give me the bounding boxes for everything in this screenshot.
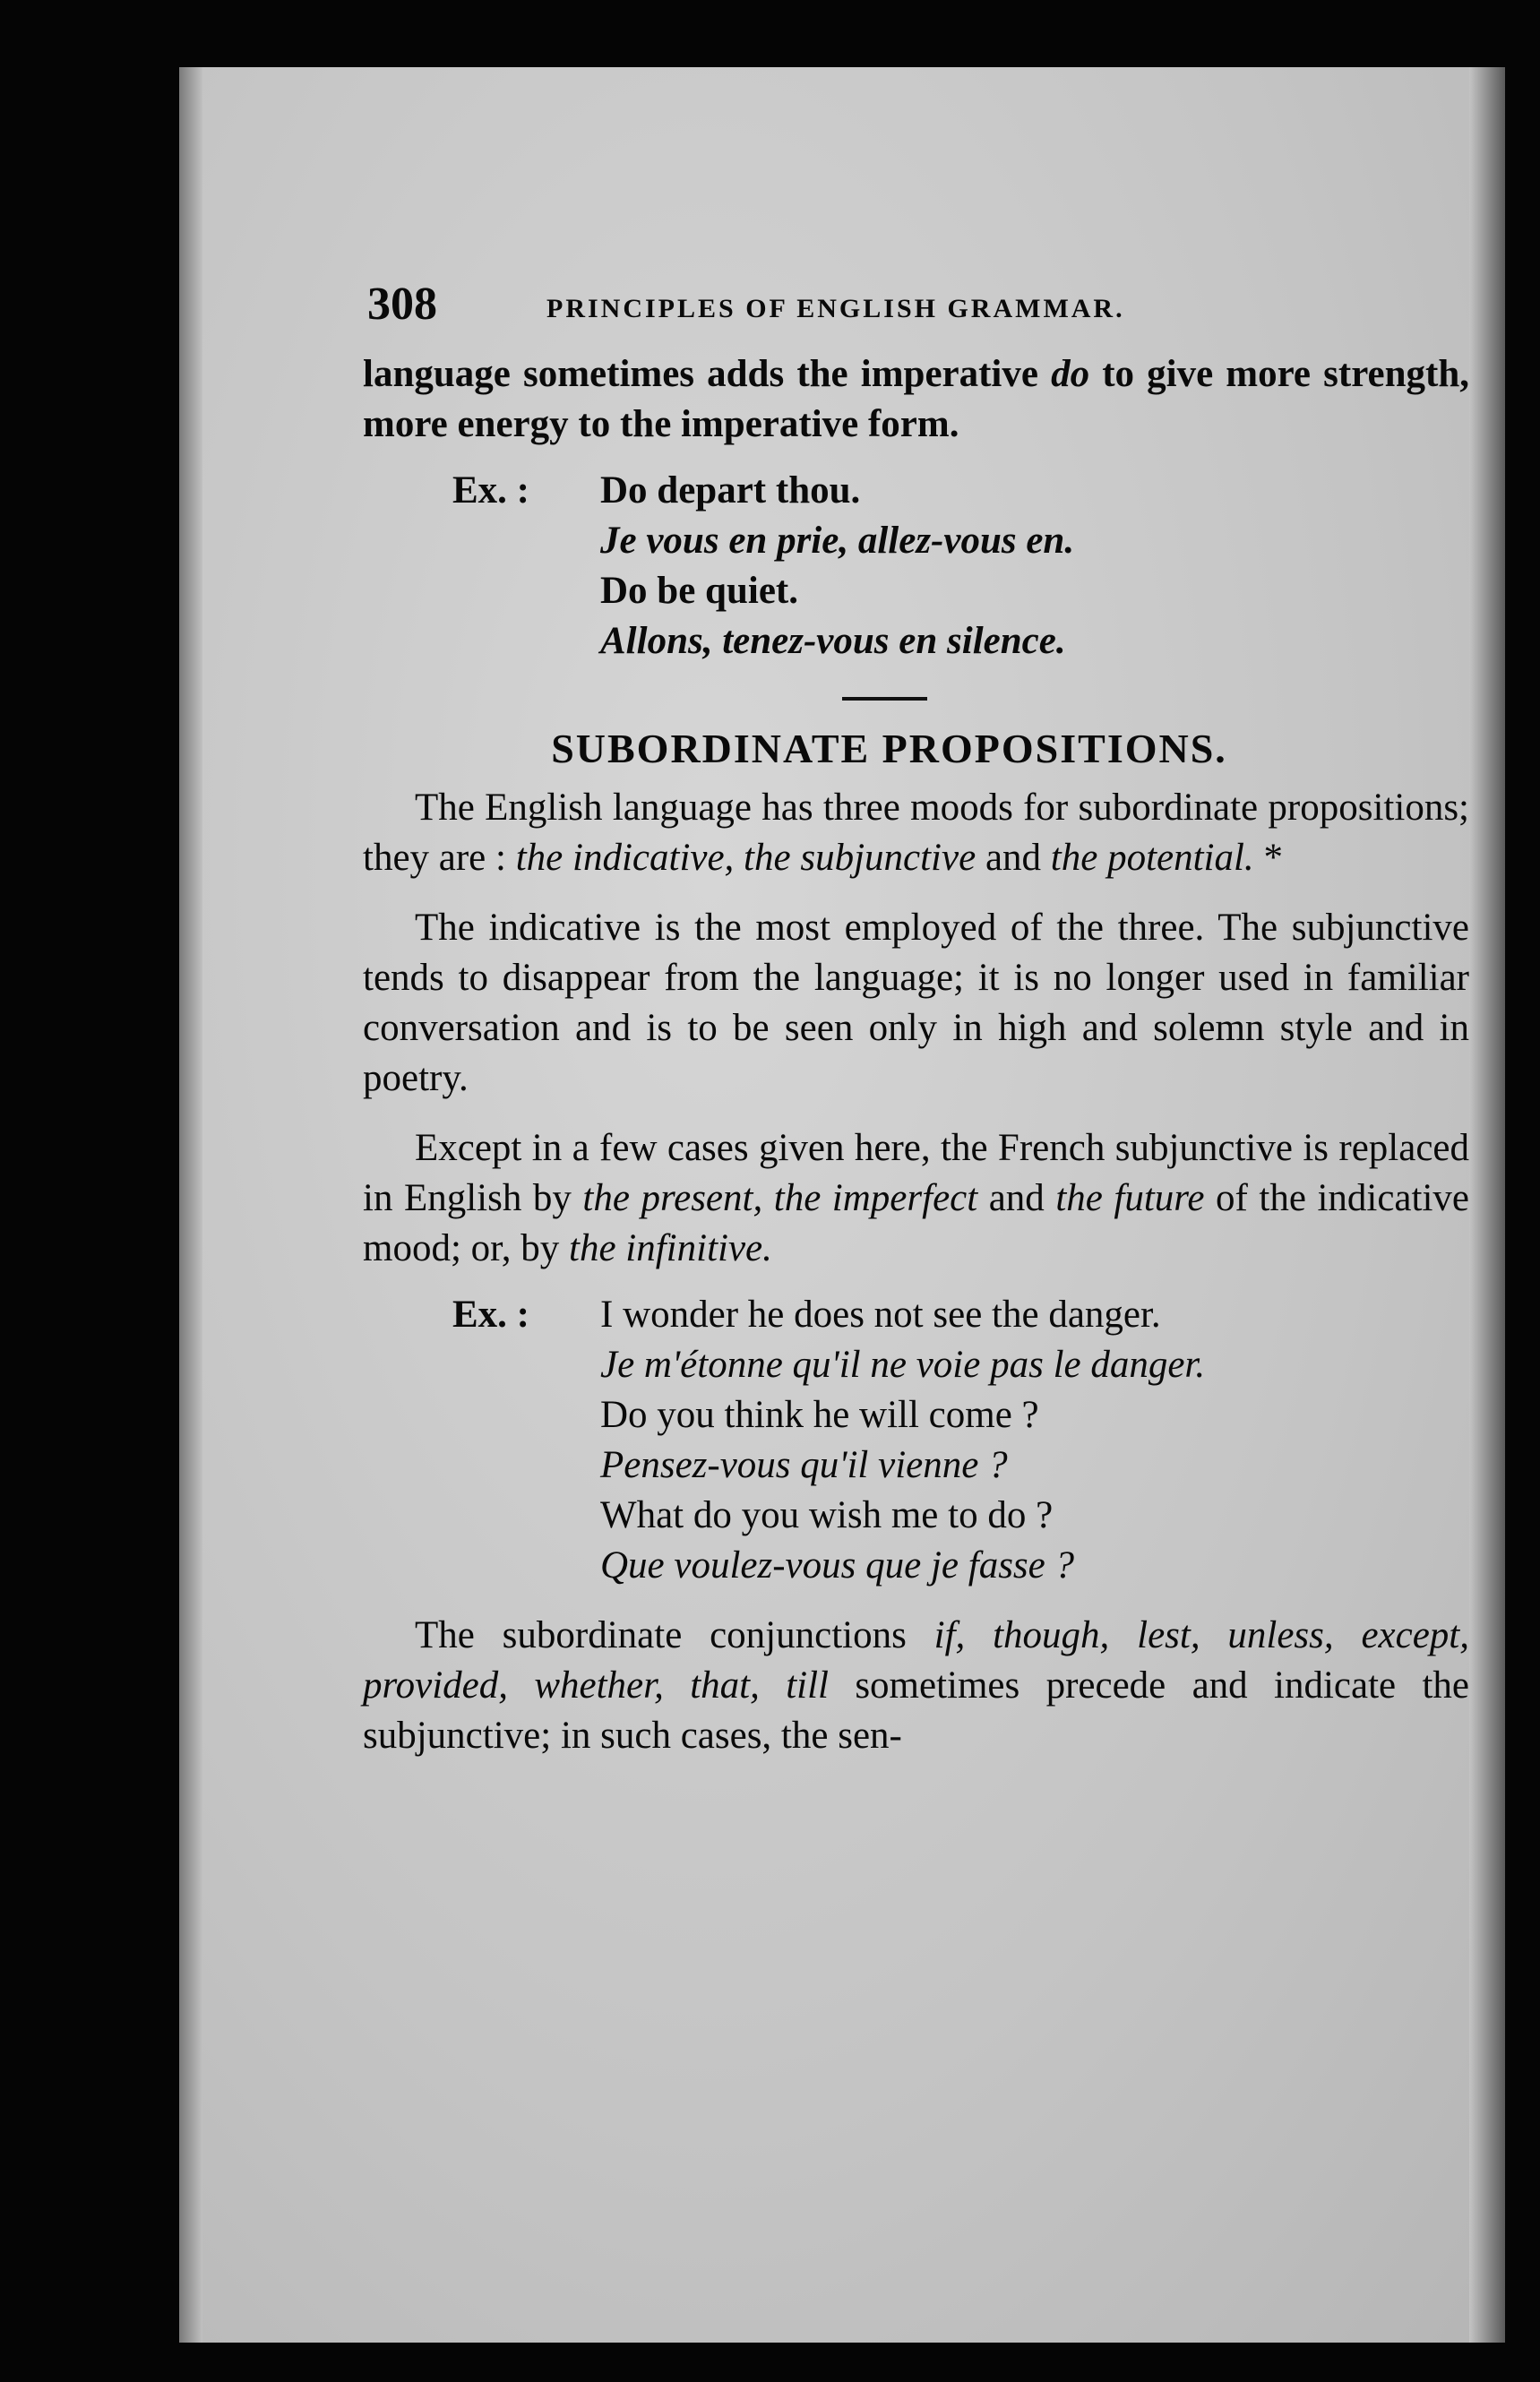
text-run: Except in a few cases given here, the French subjunctive is replaced in English by [363,1127,1469,1219]
example-line-french: Allons, tenez-vous en silence. [600,620,1066,662]
example-lines [600,1290,1469,1591]
running-head: PRINCIPLES OF ENGLISH GRAMMAR. [546,294,1125,323]
paragraph-continuation [363,349,1469,450]
book-page [179,67,1505,2343]
page-left-edge [179,67,202,2343]
emphasis: the present, the imperfect [582,1177,978,1219]
footnote-mark: * [1253,837,1283,879]
emphasis: the future [1055,1177,1205,1219]
text-run: and [977,1177,1056,1219]
page-header [367,278,1469,340]
emphasis: the potential. [1050,837,1254,879]
example-line-english: Do depart thou. [600,469,861,512]
example-line-english: I wonder he does not see the danger. [600,1294,1161,1336]
example-label: Ex. : [452,1294,529,1336]
example-line-french: Que voulez-vous que je fasse ? [600,1544,1074,1587]
example-line-english: What do you wish me to do ? [600,1494,1054,1536]
example-line-french: Je m'étonne qu'il ne voie pas le danger. [600,1344,1206,1386]
example-line-english: Do you think he will come ? [600,1394,1039,1436]
paragraph: The indicative is the most employed of the three. The subjunctive tends to disappear from the language; it is no longer used in familiar conversation and is to be seen only in high and solemn style and in poetry. [363,907,1469,1099]
example-line-french: Je vous en prie, allez-vous en. [600,520,1075,562]
text-run: of the indicative mood; or, by [363,1177,1469,1269]
page-right-edge [1469,67,1505,2343]
text-run: language sometimes adds the imperative [363,353,1052,395]
text-run: sometimes precede and indicate the subjunctive; in such cases, the sen- [363,1664,1469,1757]
example-block [363,1290,1469,1591]
text-run: to give more strength, more energy to the imperative form. [363,353,1469,445]
emphasis: the indicative, the subjunctive [515,837,976,879]
example-line-english: Do be quiet. [600,570,798,612]
section-title: SUBORDINATE PROPOSITIONS. [551,726,1227,771]
emphasis: if, though, lest, unless, except, provided, whether, that, till [363,1614,1469,1707]
text-run: The English language has three moods for subordinate propositions; they are : [363,787,1469,879]
paragraph [363,1123,1469,1274]
example-label: Ex. : [452,469,529,512]
text-run: and [976,837,1051,879]
emphasis: do [1051,353,1090,395]
page-number: 308 [367,279,437,330]
text-run: The subordinate conjunctions [415,1614,934,1656]
section-divider [842,697,927,701]
example-line-french: Pensez-vous qu'il vienne ? [600,1444,1008,1486]
paragraph [363,1611,1469,1761]
example-block [363,466,1469,666]
example-lines [600,466,1469,666]
paragraph [363,783,1469,883]
page-body [363,349,1469,1761]
emphasis: the infinitive. [569,1227,772,1269]
